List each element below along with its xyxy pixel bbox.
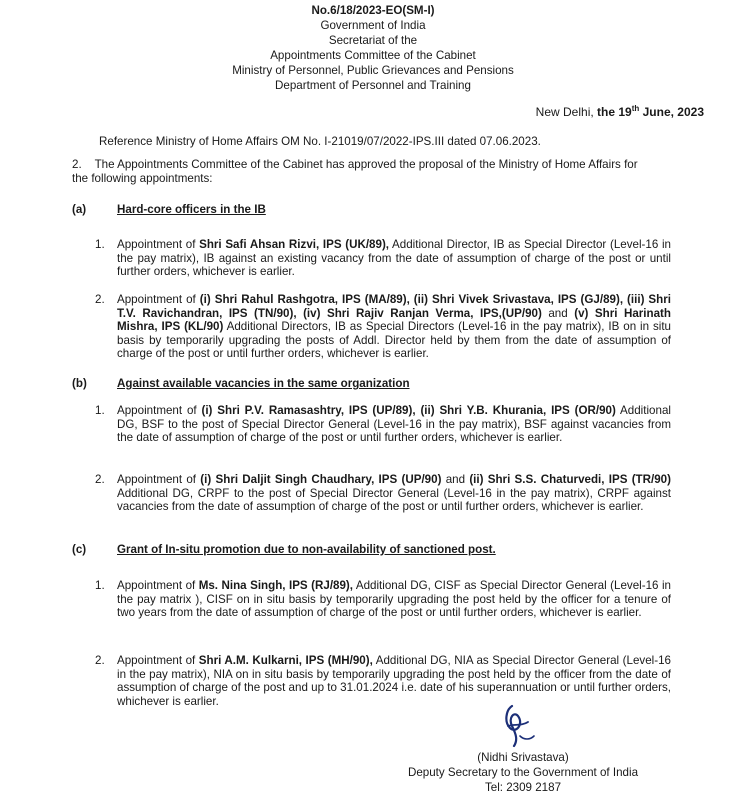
item-c1-text: Appointment of Ms. Nina Singh, IPS (RJ/89), Additional DG, CISF as Special Director General (Level-16 in the pay matrix ), CISF on in situ basis by temporarily upgrading the post held by the officer for a tenure of two years from the date of assumption of charge of the post or until further orders, whichever is earlier. xyxy=(117,579,671,620)
date-month-year: June, 2023 xyxy=(639,105,704,119)
header-line-government: Government of India xyxy=(320,19,426,32)
officer-name: (i) Shri Daljit Singh Chaudhary, IPS (UP/90) xyxy=(200,473,442,486)
header-line-department: Department of Personnel and Training xyxy=(275,79,471,92)
section-c-letter: (c) xyxy=(72,543,87,556)
item-c2-text: Appointment of Shri A.M. Kulkarni, IPS (MH/90), Additional DG, NIA as Special Director General (Level-16 in the pay matrix), NIA on in situ basis by temporarily upgrading the post held by the officer from the date of assumption of charge of the post and up to 31.01.2024 i.e. date of his superannuation or until further orders, whichever is earlier. xyxy=(117,654,671,708)
officer-name: Ms. Nina Singh, IPS (RJ/89), xyxy=(198,579,354,592)
reference-line: Reference Ministry of Home Affairs OM No. I-21019/07/2022-IPS.III dated 07.06.2023. xyxy=(99,135,541,148)
header-line-secretariat: Secretariat of the xyxy=(328,34,418,47)
section-b-title: Against available vacancies in the same organization xyxy=(117,377,410,390)
file-number: No.6/18/2023-EO(SM-I) xyxy=(311,4,435,17)
item-c1-number: 1. xyxy=(95,579,105,592)
item-b2-number: 2. xyxy=(95,473,105,486)
item-a2-text: Appointment of (i) Shri Rahul Rashgotra, IPS (MA/89), (ii) Shri Vivek Srivastava, IPS (GJ/89), (iii) Shri T.V. Ravichandran, IPS (TN/90), (iv) Shri Rajiv Ranjan Verma, IPS,(UP/90) and (v) Shri Harinath Mishra, IPS (KL/90) Additional Directors, IB as Special Directors (Level-16 in the pay matrix), IB on in situ basis by temporarily upgrading the posts of Addl. Director held by them from the date of assumption of charge of the post or until further orders, whichever is earlier. xyxy=(117,293,671,361)
header-line-ministry: Ministry of Personnel, Public Grievances and Pensions xyxy=(232,64,514,77)
date-day: the 19 xyxy=(597,105,632,119)
officer-name: (v) Shri Harinath Mishra, IPS (KL/90) xyxy=(117,306,671,334)
signatory-designation: Deputy Secretary to the Government of India xyxy=(407,766,639,779)
signature-block xyxy=(388,750,658,795)
signatory-name: (Nidhi Srivastava) xyxy=(477,751,569,764)
officer-names: (i) Shri P.V. Ramasashtry, IPS (UP/89), (ii) Shri Y.B. Khurania, IPS (OR/90) xyxy=(201,404,616,417)
item-a1-text: Appointment of Shri Safi Ahsan Rizvi, IPS (UK/89), Additional Director, IB as Special Director (Level-16 in the pay matrix), IB against an existing vacancy from the date of assumption of charge of the post or until further orders, whichever is earlier. xyxy=(117,238,671,279)
para-line-1: The Appointments Committee of the Cabinet has approved the proposal of the Ministry of Home Affairs for xyxy=(94,158,638,171)
date-suffix: th xyxy=(631,104,640,113)
header-line-acc: Appointments Committee of the Cabinet xyxy=(270,49,476,62)
officer-names: (i) Shri Rahul Rashgotra, IPS (MA/89), (ii) Shri Vivek Srivastava, IPS (GJ/89), (iii) Shri T.V. Ravichandran, IPS (TN/90), (iv) Shri Rajiv Ranjan Verma, IPS,(UP/90) xyxy=(117,293,671,320)
date-place: New Delhi, xyxy=(535,105,598,119)
section-c-title: Grant of In-situ promotion due to non-availability of sanctioned post. xyxy=(117,543,496,556)
item-b1-text: Appointment of (i) Shri P.V. Ramasashtry, IPS (UP/89), (ii) Shri Y.B. Khurania, IPS (OR/90) Additional DG, BSF to the post of Special Director General (Level-16 in the pay matrix), BSF against vacancies from the date of assumption of charge of the post or until further orders, whichever is earlier. xyxy=(117,404,671,445)
item-a2-number: 2. xyxy=(95,293,105,306)
item-b2-text: Appointment of (i) Shri Daljit Singh Chaudhary, IPS (UP/90) and (ii) Shri S.S. Chaturvedi, IPS (TR/90) Additional DG, CRPF to the post of Special Director General (Level-16 in the pay matrix), CRPF against vacancies from the date of assumption of charge of the post or until further orders, whichever is earlier. xyxy=(117,473,671,514)
item-b1-number: 1. xyxy=(95,404,105,417)
signatory-telephone: Tel: 2309 2187 xyxy=(484,781,562,794)
officer-name: (ii) Shri S.S. Chaturvedi, IPS (TR/90) xyxy=(469,473,671,486)
section-b-letter: (b) xyxy=(72,377,87,390)
section-a-letter: (a) xyxy=(72,203,87,216)
date-line xyxy=(536,104,704,119)
para-number: 2. xyxy=(72,158,82,171)
signature-scribble xyxy=(494,700,544,750)
item-c2-number: 2. xyxy=(95,654,105,667)
section-a-title: Hard-core officers in the IB xyxy=(117,203,266,216)
officer-name: Shri Safi Ahsan Rizvi, IPS (UK/89), xyxy=(199,238,390,251)
para-line-2: the following appointments: xyxy=(72,171,213,185)
officer-name: Shri A.M. Kulkarni, IPS (MH/90), xyxy=(198,654,373,667)
intro-paragraph xyxy=(72,158,712,185)
item-a1-number: 1. xyxy=(95,238,105,251)
letterhead xyxy=(0,3,746,93)
